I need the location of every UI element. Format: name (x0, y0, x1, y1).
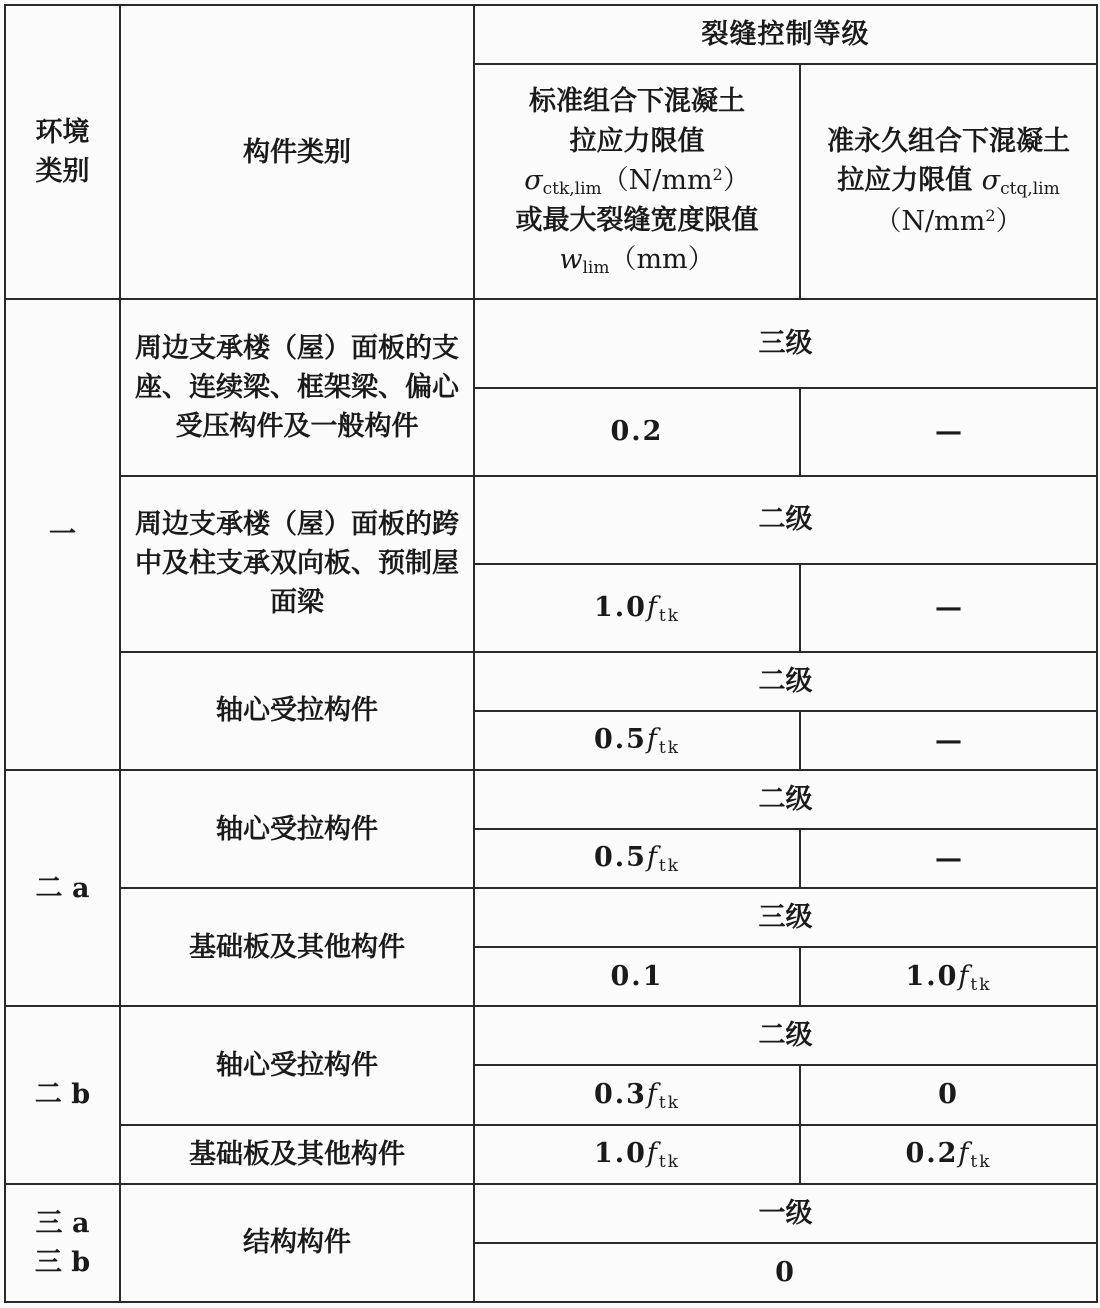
header-member-category: 构件类别 (120, 5, 474, 299)
crack-grade-cell: 二级 (474, 652, 1097, 711)
header-crack-control-grade: 裂缝控制等级 (474, 5, 1097, 64)
header-std-combination: 标准组合下混凝土 拉应力限值 $\sigma_{ctk,lim}(N/mm^2)$ 或最大裂缝宽度限值 $w_{lim}(mm)$ (474, 64, 800, 299)
crack-grade-cell: 一级 (474, 1184, 1097, 1243)
qp-limit-cell: — (800, 564, 1097, 652)
sigma-ctq-lim-label: 拉应力限值 $\sigma_{ctq,lim}$ (837, 165, 1060, 200)
qp-limit-cell: $1.0f_{tk}$ (800, 947, 1097, 1006)
member-category-cell: 轴心受拉构件 (120, 770, 474, 888)
crack-grade-cell: 二级 (474, 770, 1097, 829)
member-category-cell: 轴心受拉构件 (120, 652, 474, 770)
member-category-cell: 结构构件 (120, 1184, 474, 1302)
table-row (5, 1006, 1097, 1065)
qp-limit-cell: $0.2f_{tk}$ (800, 1125, 1097, 1184)
table-row (5, 299, 1097, 387)
member-category-cell: 基础板及其他构件 (120, 888, 474, 1006)
sigma-ctk-lim-label: $\sigma_{ctk,lim}(N/mm^2)$ (524, 164, 750, 199)
env-category-cell: 二 b (5, 1006, 120, 1183)
crack-grade-cell: 二级 (474, 1006, 1097, 1065)
std-limit-cell: $0.5f_{tk}$ (474, 829, 800, 888)
crack-grade-cell: 三级 (474, 299, 1097, 387)
env-category-cell: 三 a 三 b (5, 1184, 120, 1302)
member-category-cell: 周边支承楼（屋）面板的跨中及柱支承双向板、预制屋面梁 (120, 476, 474, 652)
std-limit-cell: $1.0f_{tk}$ (474, 1125, 800, 1184)
limit-value-cell: 0 (474, 1243, 1097, 1302)
std-limit-cell: $1.0f_{tk}$ (474, 564, 800, 652)
std-limit-cell: 0.2 (474, 388, 800, 476)
table-row (5, 1125, 1097, 1184)
qp-limit-cell: — (800, 711, 1097, 770)
std-limit-cell: $0.5f_{tk}$ (474, 711, 800, 770)
qp-limit-cell: — (800, 829, 1097, 888)
member-category-cell: 周边支承楼（屋）面板的支座、连续梁、框架梁、偏心受压构件及一般构件 (120, 299, 474, 475)
table-row (5, 1184, 1097, 1243)
env-category-cell: 二 a (5, 770, 120, 1006)
header-env-category: 环境 类别 (5, 5, 120, 299)
table-row (5, 476, 1097, 564)
header-row-1 (5, 5, 1097, 64)
qp-limit-cell: 0 (800, 1065, 1097, 1124)
crack-grade-cell: 二级 (474, 476, 1097, 564)
member-category-cell: 基础板及其他构件 (120, 1125, 474, 1184)
std-limit-cell: $0.3f_{tk}$ (474, 1065, 800, 1124)
table-row (5, 770, 1097, 829)
sigma-ctq-unit: $(N/mm^2)$ (874, 206, 1023, 238)
qp-limit-cell: — (800, 388, 1097, 476)
env-category-cell: 一 (5, 299, 120, 770)
table-row (5, 652, 1097, 711)
crack-control-table (4, 4, 1098, 1303)
header-quasi-permanent: 准永久组合下混凝土 拉应力限值 $\sigma_{ctq,lim}$ $(N/mm^2)$ (800, 64, 1097, 299)
member-category-cell: 轴心受拉构件 (120, 1006, 474, 1124)
crack-grade-cell: 三级 (474, 888, 1097, 947)
w-lim-label: $w_{lim}(mm)$ (559, 244, 715, 279)
std-limit-cell: 0.1 (474, 947, 800, 1006)
table-row (5, 888, 1097, 947)
